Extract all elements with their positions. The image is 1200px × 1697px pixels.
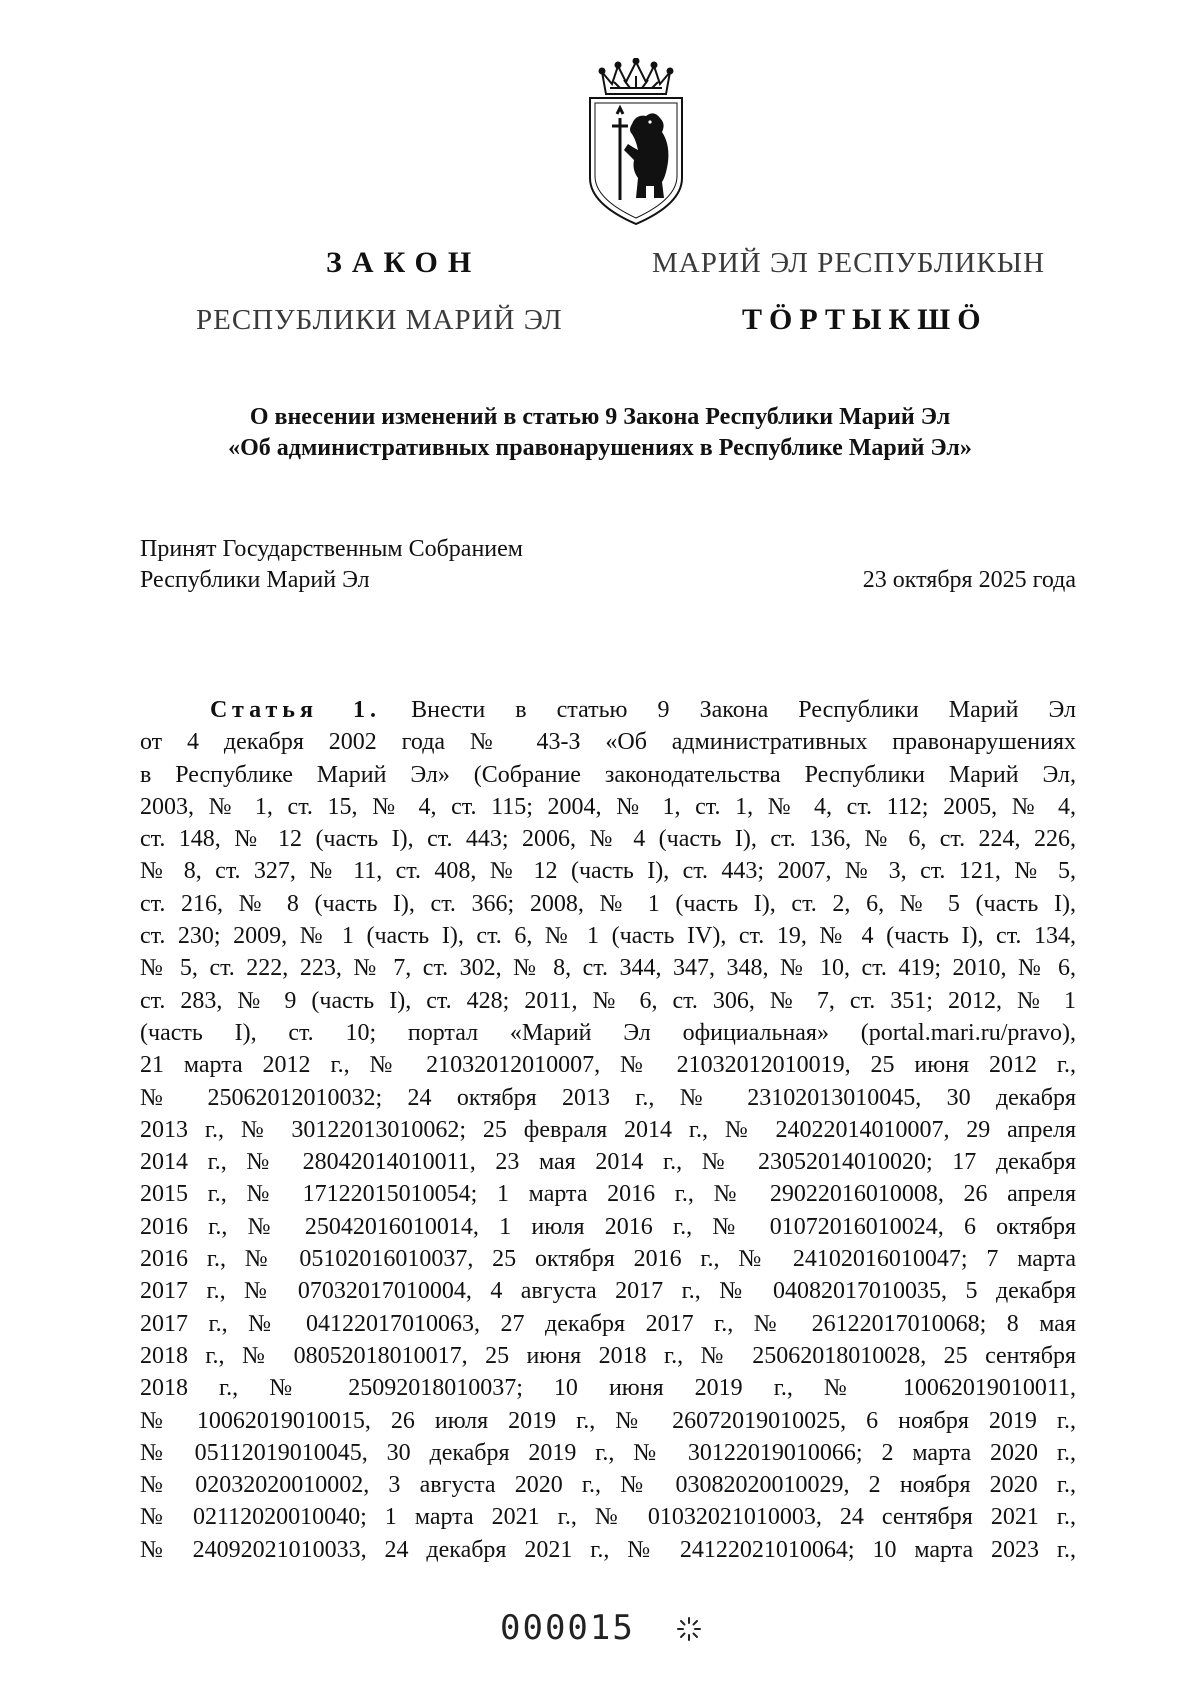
article-line: в Республике Марий Эл» (Собрание законодательства Республики Марий Эл, xyxy=(140,761,1076,788)
article-line: 2016 г., № 25042016010014, 1 июля 2016 г., № 01072016010024, 6 октября xyxy=(140,1213,1076,1240)
article-line: (часть I), ст. 10; портал «Марий Эл официальная» (portal.mari.ru/pravo), xyxy=(140,1019,1076,1046)
serial-number: 000015 xyxy=(500,1608,635,1648)
article-line: ст. 148, № 12 (часть I), ст. 443; 2006, № 4 (часть I), ст. 136, № 6, ст. 224, 226, xyxy=(140,826,1076,853)
article-line: 2018 г., № 08052018010017, 25 июня 2018 г., № 25062018010028, 25 сентября xyxy=(140,1342,1076,1369)
title-line-2: «Об административных правонарушениях в Республике Марий Эл» xyxy=(228,435,972,461)
article-line: № 10062019010015, 26 июля 2019 г., № 26072019010025, 6 ноября 2019 г., xyxy=(140,1407,1076,1434)
mari-law-heading: ТӦРТЫКШӦ xyxy=(742,303,988,336)
asterisk-mark-icon xyxy=(676,1616,702,1642)
article-line: от 4 декабря 2002 года № 43-З «Об административных правонарушениях xyxy=(140,729,1076,756)
article-line: 2016 г., № 05102016010037, 25 октября 2016 г., № 24102016010047; 7 марта xyxy=(140,1246,1076,1273)
article-line: ст. 216, № 8 (часть I), ст. 366; 2008, № 1 (часть I), ст. 2, 6, № 5 (часть I), xyxy=(140,890,1076,917)
article-line: 2018 г., № 25092018010037; 10 июня 2019 г., № 10062019010011, xyxy=(140,1375,1076,1402)
title-line-1: О внесении изменений в статью 9 Закона Республики Марий Эл xyxy=(249,404,951,430)
article-line: № 24092021010033, 24 декабря 2021 г., № 24122021010064; 10 марта 2023 г., xyxy=(140,1536,1076,1563)
coat-of-arms-icon xyxy=(584,58,688,228)
republic-heading: РЕСПУБЛИКИ МАРИЙ ЭЛ xyxy=(196,304,563,336)
article-line: 2003, № 1, ст. 15, № 4, ст. 115; 2004, № 1, ст. 1, № 4, ст. 112; 2005, № 4, xyxy=(140,793,1076,820)
article-line: № 5, ст. 222, 223, № 7, ст. 302, № 8, ст. 344, 347, 348, № 10, ст. 419; 2010, № 6, xyxy=(140,955,1076,982)
article-line: № 05112019010045, 30 декабря 2019 г., № 30122019010066; 2 марта 2020 г., xyxy=(140,1439,1076,1466)
article-line: ст. 283, № 9 (часть I), ст. 428; 2011, № 6, ст. 306, № 7, ст. 351; 2012, № 1 xyxy=(140,987,1076,1014)
article-line-text: Внести в статью 9 Закона Республики Марий Эл xyxy=(411,697,1076,723)
article-line: № 02032020010002, 3 августа 2020 г., № 03082020010029, 2 ноября 2020 г., xyxy=(140,1472,1076,1499)
article-line: № 02112020010040; 1 марта 2021 г., № 01032021010003, 24 сентября 2021 г., xyxy=(140,1504,1076,1531)
adoption-line-1: Принят Государственным Собранием xyxy=(140,536,523,562)
document-title xyxy=(0,402,1200,464)
article-line xyxy=(140,694,1076,726)
article-line: ст. 230; 2009, № 1 (часть I), ст. 6, № 1 (часть IV), ст. 19, № 4 (часть I), ст. 134, xyxy=(140,923,1076,950)
article-line: 21 марта 2012 г., № 21032012010007, № 21032012010019, 25 июня 2012 г., xyxy=(140,1052,1076,1079)
article-line: 2017 г., № 07032017010004, 4 августа 2017 г., № 04082017010035, 5 декабря xyxy=(140,1278,1076,1305)
article-line: № 25062012010032; 24 октября 2013 г., № 23102013010045, 30 декабря xyxy=(140,1084,1076,1111)
article-line: 2014 г., № 28042014010011, 23 мая 2014 г., № 23052014010020; 17 декабря xyxy=(140,1149,1076,1176)
law-heading: ЗАКОН xyxy=(326,246,482,279)
mari-republic-heading: МАРИЙ ЭЛ РЕСПУБЛИКЫН xyxy=(652,247,1046,279)
article-heading: Статья 1. xyxy=(210,697,382,723)
adoption-line-2: Республики Марий Эл xyxy=(140,567,370,593)
article-line: 2015 г., № 17122015010054; 1 марта 2016 г., № 29022016010008, 26 апреля xyxy=(140,1181,1076,1208)
article-line: № 8, ст. 327, № 11, ст. 408, № 12 (часть I), ст. 443; 2007, № 3, ст. 121, № 5, xyxy=(140,858,1076,885)
article-line: 2017 г., № 04122017010063, 27 декабря 2017 г., № 26122017010068; 8 мая xyxy=(140,1310,1076,1337)
adoption-statement xyxy=(140,534,523,596)
adoption-date: 23 октября 2025 года xyxy=(862,567,1076,593)
article-body xyxy=(140,694,1076,1566)
article-line: 2013 г., № 30122013010062; 25 февраля 2014 г., № 24022014010007, 29 апреля xyxy=(140,1116,1076,1143)
